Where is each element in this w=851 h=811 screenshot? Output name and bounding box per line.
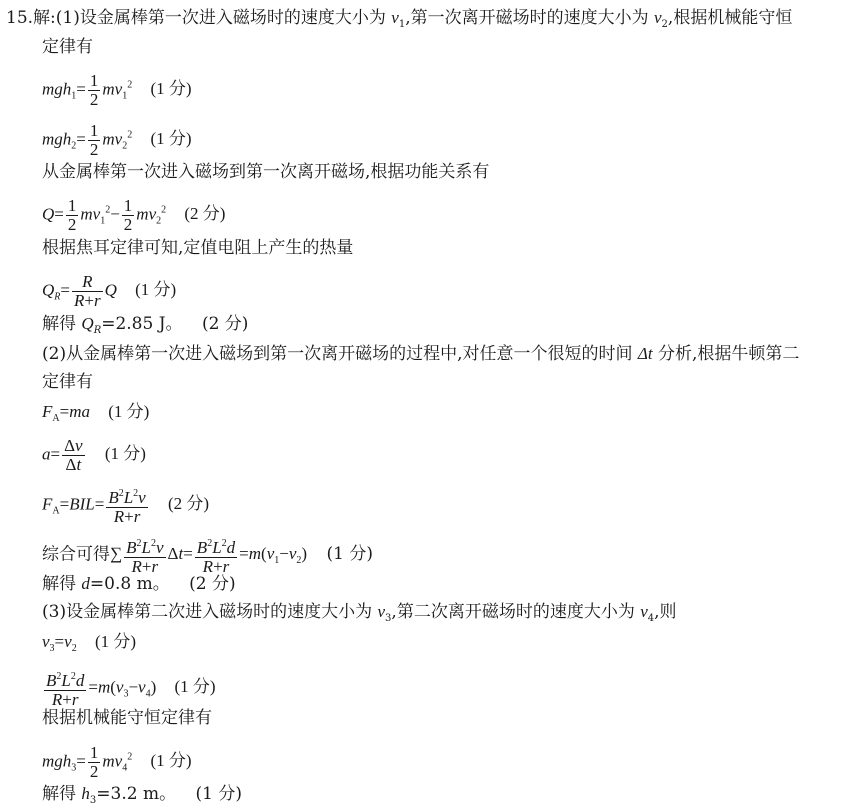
score-label: (1 分) [150,129,192,149]
equation-B2L2d: $\frac{B^2L^2d}{R+r}$ $=m(v_3-v_4)$ (1 分) [46,671,216,709]
text-line: 定律有 [42,372,93,392]
score-label: (1 分) [104,444,146,464]
problem-number: 15. [6,8,34,28]
score-label: (1 分) [150,751,192,771]
equation-Q: Q= $\frac{1}{2}$ $mv_1^2-$ $\frac{1}{2}$ $mv_2^2$ (2 分) [42,196,226,234]
equation-mgh1: mgh$_1$= $\frac{1}{2}$ $mv_1^2$ (1 分) [42,71,192,109]
score-label: (1 分) [135,280,177,300]
text-line: (3)设金属棒第二次进入磁场时的速度大小为 $v_3$,第二次离开磁场时的速度大小为 $v_4$,则 [42,602,677,624]
result-d: 解得 d=0.8 m。 (2 分) [42,574,236,594]
text-line: 定律有 [42,37,93,57]
equation-mgh2: mgh$_2$= $\frac{1}{2}$ $mv_2^2$ (1 分) [42,121,192,159]
text-line: 根据焦耳定律可知,定值电阻上产生的热量 [42,238,354,258]
problem-line-1: 15.解:(1)设金属棒第一次进入磁场时的速度大小为 $v_1$,第一次离开磁场时的速度大小为 $v_2$,根据机械能守恒 [6,8,793,30]
text-line: (2)从金属棒第一次进入磁场到第一次离开磁场的过程中,对任意一个很短的时间 Δt 分析,根据牛顿第二 [42,344,800,364]
score-label: (1 分) [94,632,137,651]
score-label: (1 分) [150,79,192,99]
score-label: (1 分) [108,402,150,421]
equation-QR: $Q_R=$ $\frac{R}{R+r}$ Q (1 分) [42,272,177,310]
score-label: (2 分) [189,574,236,594]
score-label: (1 分) [195,784,242,804]
equation-FA-ma: $F_A=ma$ (1 分) [42,402,150,424]
equation-FA-BIL: $F_A=BIL=$ $\frac{B^2L^2v}{R+r}$ (2 分) [42,488,210,526]
text-line: 从金属棒第一次进入磁场到第一次离开磁场,根据功能关系有 [42,162,490,182]
score-label: (2 分) [201,314,249,334]
equation-v3: $v_3=v_2$ (1 分) [42,632,137,654]
equation-a: a= $\frac{\Delta v}{\Delta t}$ (1 分) [42,436,146,474]
result-h3: 解得 $h_3=3.2$ m。 (1 分) [42,784,242,806]
text-line: 根据机械能守恒定律有 [42,708,212,728]
result-QR: 解得 $Q_R=2.85$ J。 (2 分) [42,314,249,336]
score-label: (2 分) [167,494,210,514]
equation-sum: 综合可得∑ $\frac{B^2L^2v}{R+r}$ Δt= $\frac{B^2L^2d}{R+r}$ $=m(v_1-v_2)$ (1 分) [42,538,373,576]
equation-mgh3: mgh$_3$= $\frac{1}{2}$ $mv_4^2$ (1 分) [42,743,192,781]
score-label: (1 分) [326,544,373,565]
score-label: (2 分) [184,204,226,224]
score-label: (1 分) [174,677,216,697]
